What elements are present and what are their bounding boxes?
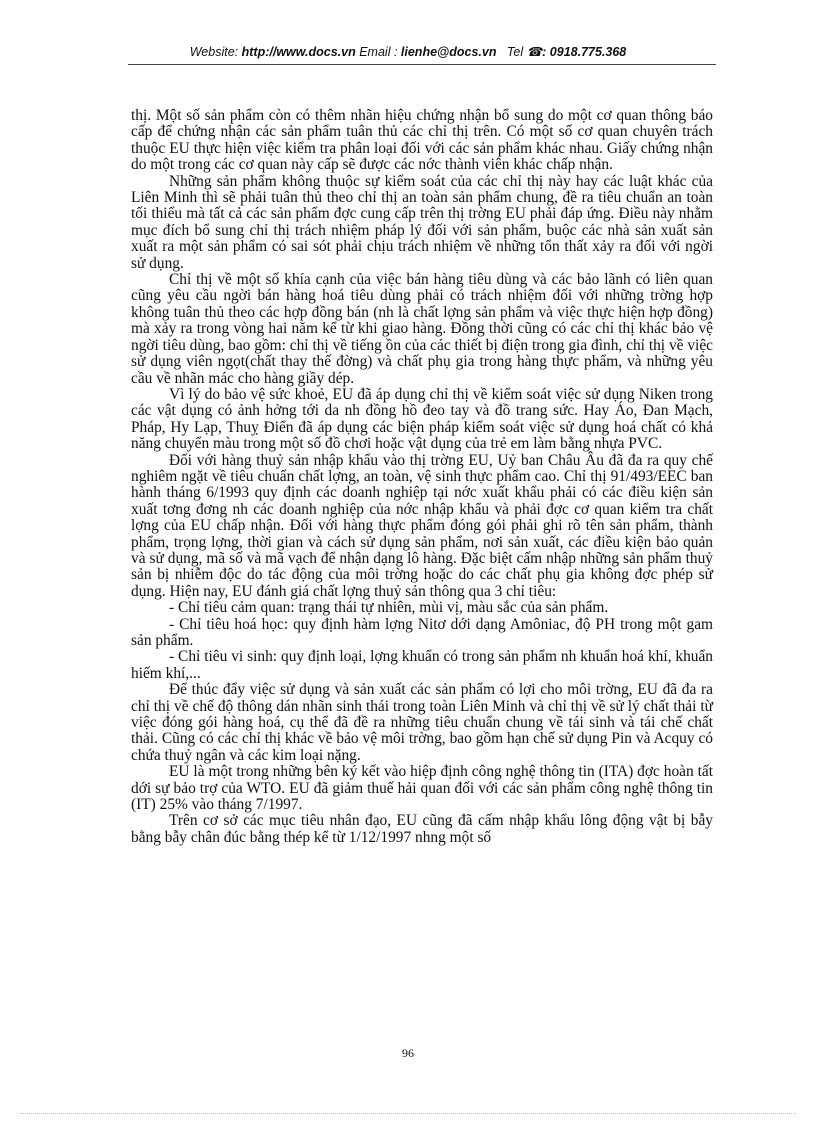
paragraph: EU là một trong những bên ký kết vào hiệp định công nghệ thông tin (ITA) đợc hoàn tất dới sự bảo trợ của WTO. EU đã giảm thuế hải quan đối với các sản phẩm công nghệ thông tin (IT) 25% vào tháng 7/1997.: [131, 763, 713, 814]
phone-icon: ☎: [526, 45, 543, 59]
header-divider: [128, 64, 716, 65]
paragraph: Trên cơ sở các mục tiêu nhân đạo, EU cũng đã cấm nhập khẩu lông động vật bị bẫy bằng bẫy chân đúc bằng thép kể từ 1/12/1997 nhng một số: [131, 812, 713, 846]
paragraph: Chỉ thị về một số khía cạnh của việc bán hàng tiêu dùng và các bảo lãnh có liên quan cũng yêu cầu ngời bán hàng hoá tiêu dùng phải có trách nhiệm đối với những trờng hợp không tuân thủ theo các hợp đồng bán (nh là chất lợng sản phẩm và việc thực hiện hợp đồng) mà xảy ra trong vòng hai năm kể từ khi giao hàng. Đồng thời cũng có các chỉ thị khác bảo vệ ngời tiêu dùng, bao gồm: chỉ thị về tiếng ồn của các thiết bị điện trong gia đình, chỉ thị về việc sử dụng viên ngọt(chất thay thế đờng) và chất phụ gia trong hàng thực phẩm, và những yêu cầu về nhãn mác cho hàng giầy dép.: [131, 271, 713, 387]
paragraph: thị. Một số sản phẩm còn có thêm nhãn hiệu chứng nhận bổ sung do một cơ quan thông báo cấp để chứng nhận các sản phẩm tuân thủ các chỉ thị trên. Có một số cơ quan chuyên trách thuộc EU thực hiện việc kiểm tra phân loại đối với các sản phẩm khác nhau. Giấy chứng nhận do một trong các cơ quan này cấp sẽ được các nớc thành viên khác chấp nhận.: [131, 107, 713, 174]
page-header: [0, 44, 816, 59]
bullet-item: - Chỉ tiêu hoá học: quy định hàm lợng Nitơ dới dạng Amôniac, độ PH trong một gam sản phẩm.: [131, 615, 713, 649]
website-url[interactable]: http://www.docs.vn: [241, 45, 356, 59]
page-number: 96: [402, 1046, 414, 1060]
email-label: Email :: [359, 45, 398, 59]
tel-label: Tel: [506, 45, 524, 59]
bullet-item: - Chỉ tiêu cảm quan: trạng thái tự nhiên, mùi vị, màu sắc của sản phẩm.: [169, 599, 609, 617]
paragraph: Đối với hàng thuỷ sản nhập khẩu vào thị trờng EU, Uỷ ban Châu Âu đã đa ra quy chế nghiêm ngặt về tiêu chuẩn chất lợng, an toàn, vệ sinh thực phẩm cao. Chỉ thị 91/493/EEC ban hành tháng 6/1993 quy định các doanh nghiệp tại nớc xuất khẩu phải có các điều kiện sản xuất tơng đơng nh các doanh nghiệp của nớc nhập khẩu và phải đợc cơ quan kiểm tra chất lợng của EU chấp nhận. Đối với hàng thực phẩm đóng gói phải ghi rõ tên sản phẩm, thành phẩm, trọng lợng, thời gian và cách sử dụng sản phẩm, nơi sản xuất, các điều kiện bảo quản và sử dụng, mã số và mã vạch để nhận dạng lô hàng. Đặc biệt cấm nhập những sản phẩm thuỷ sản bị nhiễm độc do tác động của môi trờng hoặc do các chất phụ gia không đợc phép sử dụng. Hiện nay, EU đánh giá chất lợng thuỷ sản thông qua 3 chỉ tiêu:: [131, 451, 713, 600]
paragraph: Vì lý do bảo vệ sức khoẻ, EU đã áp dụng chỉ thị về kiểm soát việc sử dụng Niken trong các vật dụng có ảnh hởng tới da nh đồng hồ đeo tay và đồ trang sức. Hay Áo, Đan Mạch, Pháp, Hy Lạp, Thuỵ Điển đã áp dụng các biện pháp kiểm soát việc sử dụng hoá chất có khả năng chuyển màu trong một số đồ chơi hoặc vật dụng của trẻ em làm bằng nhựa PVC.: [131, 385, 713, 453]
website-label: Website:: [189, 45, 239, 59]
footer-divider: [20, 1113, 796, 1114]
bullet-item: - Chỉ tiêu vi sinh: quy định loại, lợng khuẩn có trong sản phẩm nh khuẩn hoá khí, khuẩn hiếm khí,...: [131, 648, 713, 682]
paragraph: Để thúc đẩy việc sử dụng và sản xuất các sản phẩm có lợi cho môi trờng, EU đã đa ra chỉ thị về chế độ thông dán nhãn sinh thái trong toàn Liên Minh và chỉ thị về sử lý chất thải từ việc đóng gói hàng hoá, cụ thể đã đề ra những tiêu chuẩn chung về tái sinh và tái chế chất thải. Cũng có các chỉ thị khác về bảo vệ môi trờng, bao gồm hạn chế sử dụng Pin và Acquy có chứa thuỷ ngân và các kim loại nặng.: [131, 681, 713, 764]
tel-number: : 0918.775.368: [542, 45, 627, 59]
email-address[interactable]: lienhe@docs.vn: [400, 45, 497, 59]
paragraph: Những sản phẩm không thuộc sự kiểm soát của các chỉ thị này hay các luật khác của Liên Minh thì sẽ phải tuân thủ theo chỉ thị an toàn sản phẩm chung, đề ra tiêu chuẩn an toàn tối thiểu mà tất cả các sản phẩm đợc cung cấp trên thị trờng EU phải đáp ứng. Điều này nhằm mục đích bổ sung chỉ thị trách nhiệm pháp lý đối với sản phẩm, buộc các nhà sản xuất sản xuất ra một sản phẩm có sai sót phải chịu trách nhiệm về những tổn thất xảy ra đối với ngời sử dụng.: [131, 172, 713, 272]
document-body: [131, 108, 713, 846]
